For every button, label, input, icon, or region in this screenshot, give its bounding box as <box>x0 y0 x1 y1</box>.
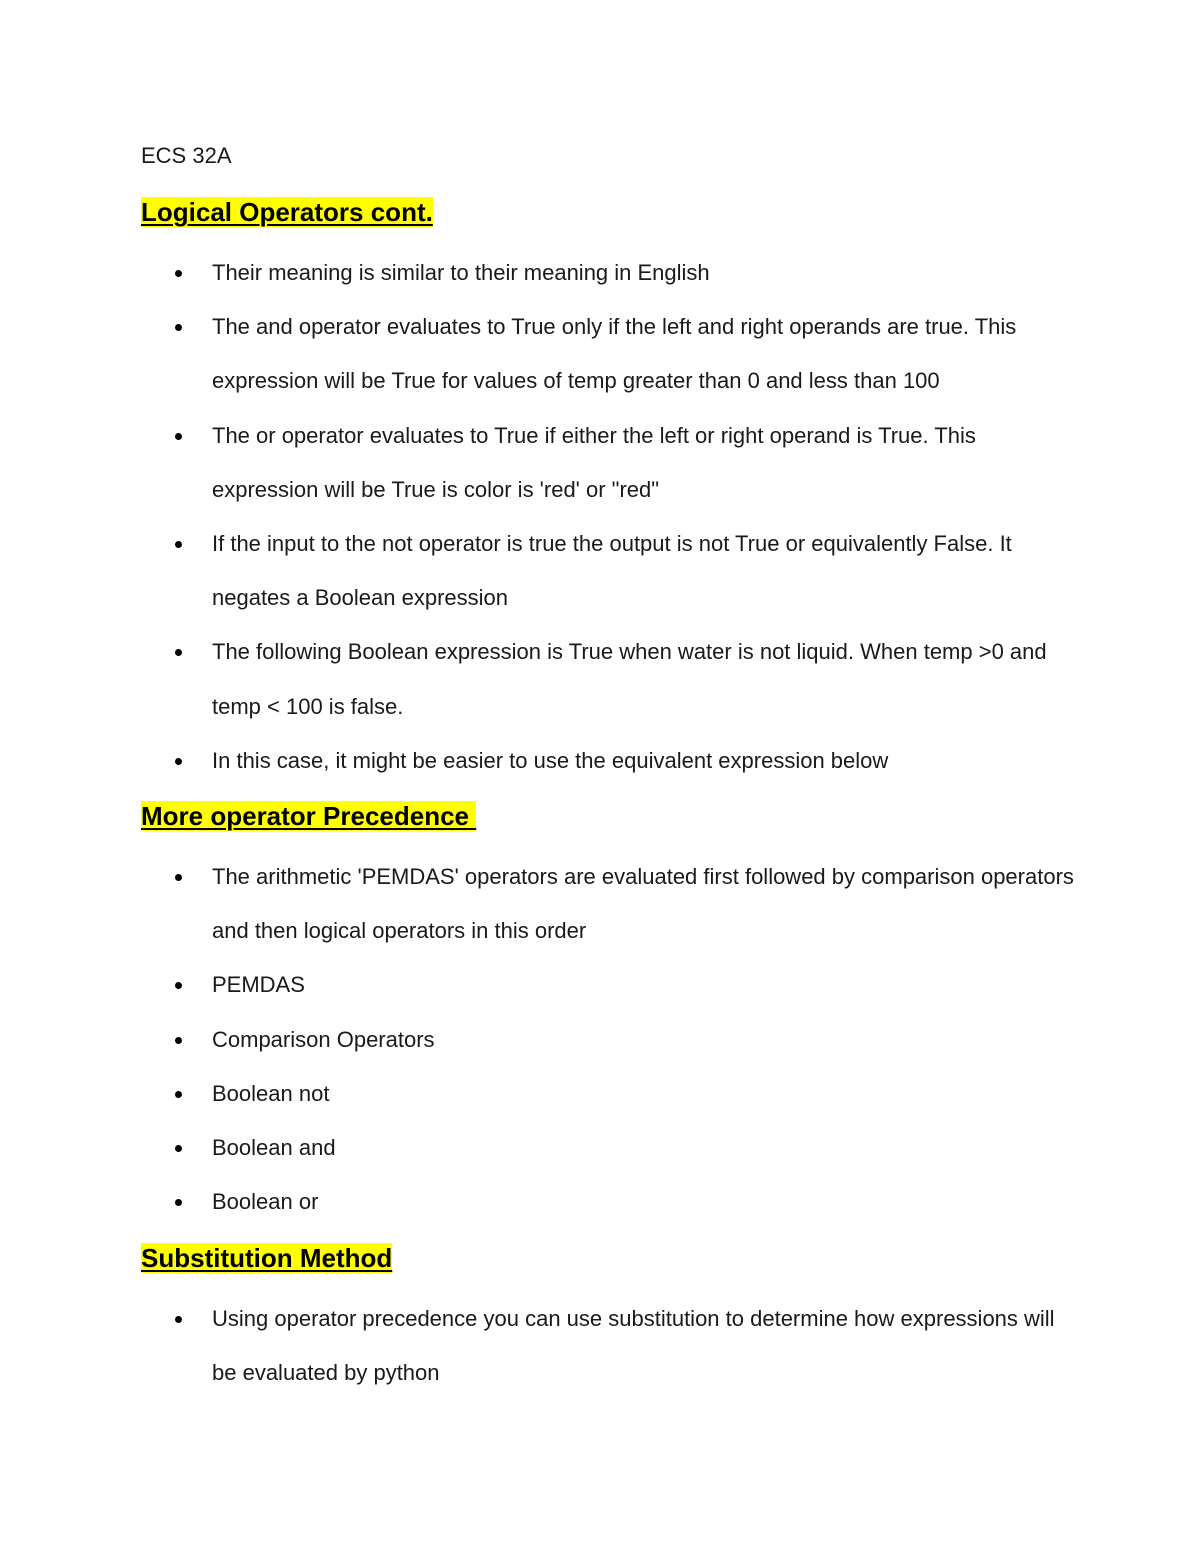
bullet-text: The following Boolean expression is True when water is not liquid. When temp >0 and temp < 100 is false. <box>212 639 1047 719</box>
bullet-icon <box>175 541 182 548</box>
bullet-icon <box>175 1145 182 1152</box>
bullet-text: Using operator precedence you can use substitution to determine how expressions will be evaluated by python <box>212 1306 1055 1386</box>
bullet-text: The or operator evaluates to True if either the left or right operand is True. This expression will be True is color is 'red' or "red" <box>212 422 976 502</box>
bullet-icon <box>175 1199 182 1206</box>
list-item <box>0 1067 1200 1121</box>
bullet-list-logical-operators <box>0 246 1200 788</box>
bullet-icon <box>175 649 182 656</box>
bullet-text: Boolean or <box>212 1189 319 1215</box>
list-item <box>0 517 1200 625</box>
list-item <box>0 246 1200 300</box>
list-item <box>0 850 1200 958</box>
list-item <box>0 1013 1200 1067</box>
bullet-text: PEMDAS <box>212 972 305 998</box>
bullet-text: In this case, it might be easier to use the equivalent expression below <box>212 747 889 773</box>
bullet-icon <box>175 758 182 765</box>
list-item <box>0 300 1200 408</box>
bullet-text: If the input to the not operator is true the output is not True or equivalently False. It negates a Boolean expression <box>212 531 1012 611</box>
bullet-icon <box>175 874 182 881</box>
bullet-text: The and operator evaluates to True only if the left and right operands are true. This expression will be True for values of temp greater than 0 and less than 100 <box>212 314 1017 394</box>
bullet-icon <box>175 433 182 440</box>
bullet-icon <box>175 1316 182 1323</box>
heading-text: Logical Operators cont. <box>141 197 433 227</box>
bullet-text: Boolean not <box>212 1080 330 1106</box>
bullet-text: Comparison Operators <box>212 1026 435 1052</box>
list-item <box>0 734 1200 788</box>
list-item <box>0 409 1200 517</box>
list-item <box>0 1292 1200 1400</box>
bullet-list-substitution-method <box>0 1292 1200 1400</box>
course-title: ECS 32A <box>141 143 232 168</box>
list-item <box>0 625 1200 733</box>
list-item <box>0 1121 1200 1175</box>
section-heading-substitution-method <box>141 1242 392 1274</box>
heading-text: More operator Precedence <box>141 801 477 831</box>
heading-text: Substitution Method <box>141 1243 393 1273</box>
bullet-icon <box>175 270 182 277</box>
bullet-text: Their meaning is similar to their meaning in English <box>212 260 710 285</box>
section-heading-logical-operators <box>141 196 433 228</box>
list-item <box>0 1175 1200 1229</box>
bullet-text: Boolean and <box>212 1135 336 1161</box>
section-heading-operator-precedence <box>141 800 476 832</box>
bullet-list-operator-precedence <box>0 850 1200 1229</box>
list-item <box>0 958 1200 1012</box>
bullet-icon <box>175 1037 182 1044</box>
bullet-icon <box>175 1091 182 1098</box>
bullet-text: The arithmetic 'PEMDAS' operators are evaluated first followed by comparison operators and then logical operators in this order <box>212 864 1074 944</box>
bullet-icon <box>175 982 182 989</box>
bullet-icon <box>175 324 182 331</box>
